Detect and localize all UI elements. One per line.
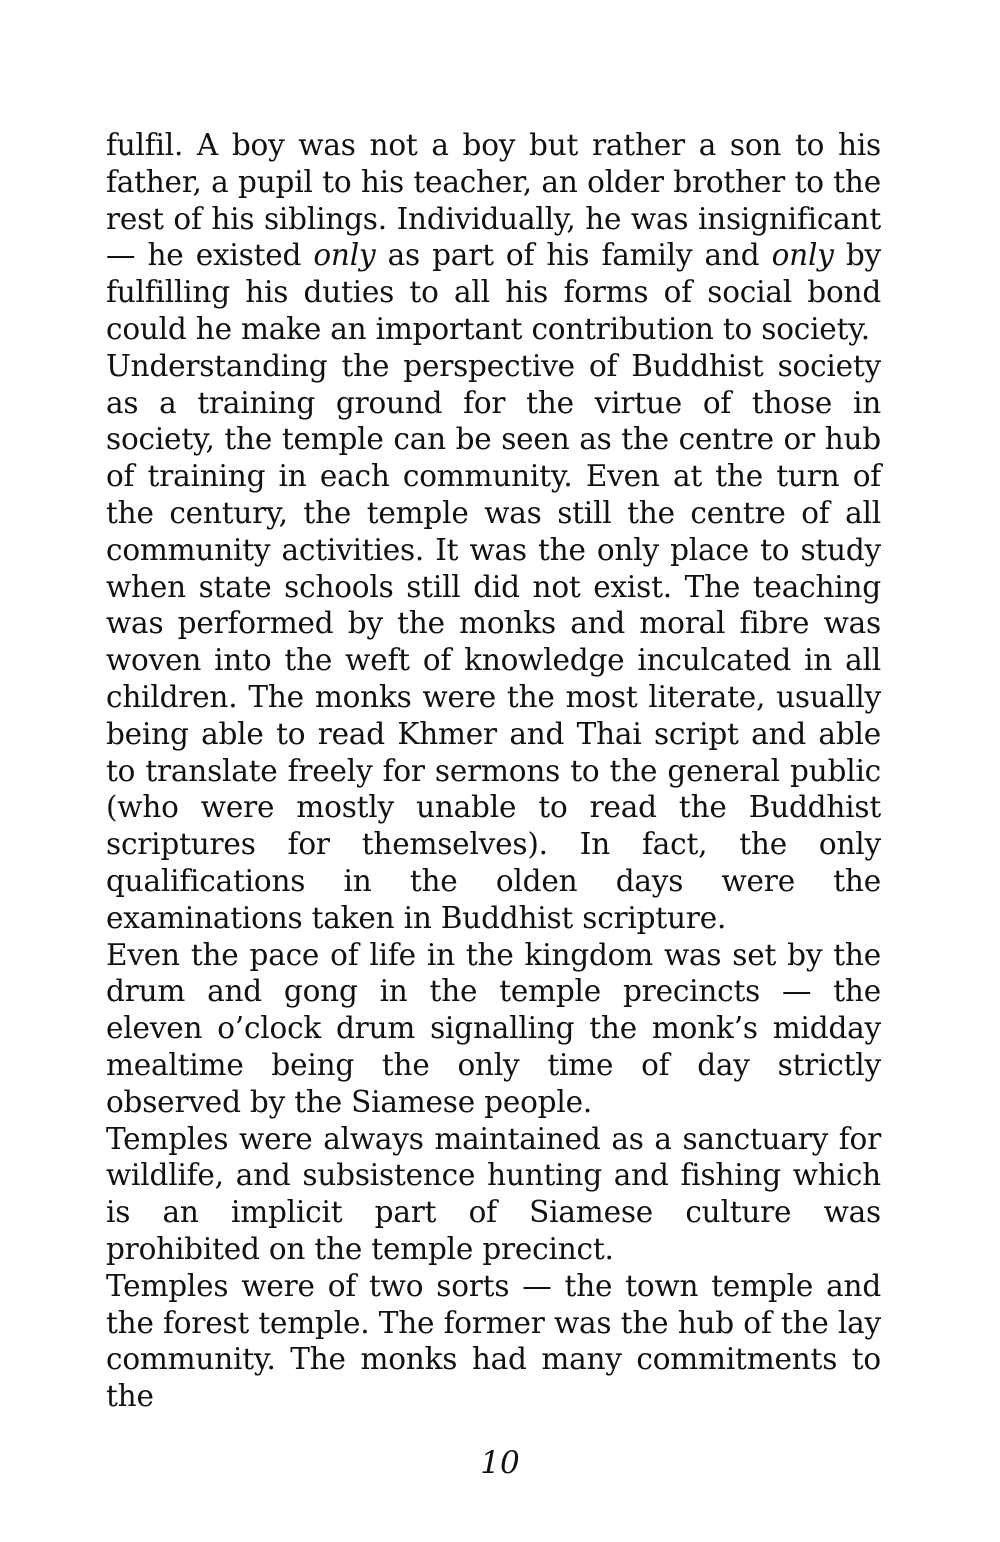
text-segment: as part of his family and bbox=[375, 238, 772, 273]
text-segment: Temples were of two sorts — the town temple and the forest temple. The former was the hub of the lay community. The monks had many commitments to the bbox=[106, 1268, 881, 1414]
text-segment: Even the pace of life in the kingdom was set by the drum and gong in the temple precincts — the eleven o’clock drum signalling the monk’s midday mealtime being the only time of day strictly observed by the Siamese people. bbox=[106, 937, 881, 1119]
body-text bbox=[106, 127, 881, 1415]
paragraph-4 bbox=[106, 1121, 881, 1268]
text-segment: Understanding the perspective of Buddhist society as a training ground for the virtue of those in society, the temple can be seen as the centre or hub of training in each community. Even at the turn of the century, the temple was still the centre of all community activities. It was the only place to study when state schools still did not exist. The teaching was performed by the monks and moral fibre was woven into the weft of knowledge inculcated in all children. The monks were the most literate, usually being able to read Khmer and Thai script and able to translate freely for sermons to the general public (who were mostly unable to read the Buddhist scriptures for themselves). In fact, the only qualifications in the olden days were the examinations taken in Buddhist scripture. bbox=[106, 348, 881, 935]
text-segment: Temples were always maintained as a sanctuary for wildlife, and subsistence hunting and fishing which is an implicit part of Siamese culture was prohibited on the temple precinct. bbox=[106, 1121, 881, 1266]
paragraph-5 bbox=[106, 1268, 881, 1415]
text-segment: by fulfilling his duties to all his forms of social bond could he make an important contribution to society. bbox=[106, 238, 882, 346]
text-segment: fulfil. A boy was not a boy but rather a son to his father, a pupil to his teacher, an older brother to the rest of his siblings. Individually, he was insignificant — he existed bbox=[106, 128, 881, 273]
paragraph-3 bbox=[106, 937, 881, 1121]
page-number: 10 bbox=[480, 1445, 520, 1481]
emphasis-text: only bbox=[771, 238, 834, 273]
emphasis-text: only bbox=[313, 238, 376, 273]
paragraph-1 bbox=[106, 127, 881, 348]
paragraph-2 bbox=[106, 348, 881, 937]
